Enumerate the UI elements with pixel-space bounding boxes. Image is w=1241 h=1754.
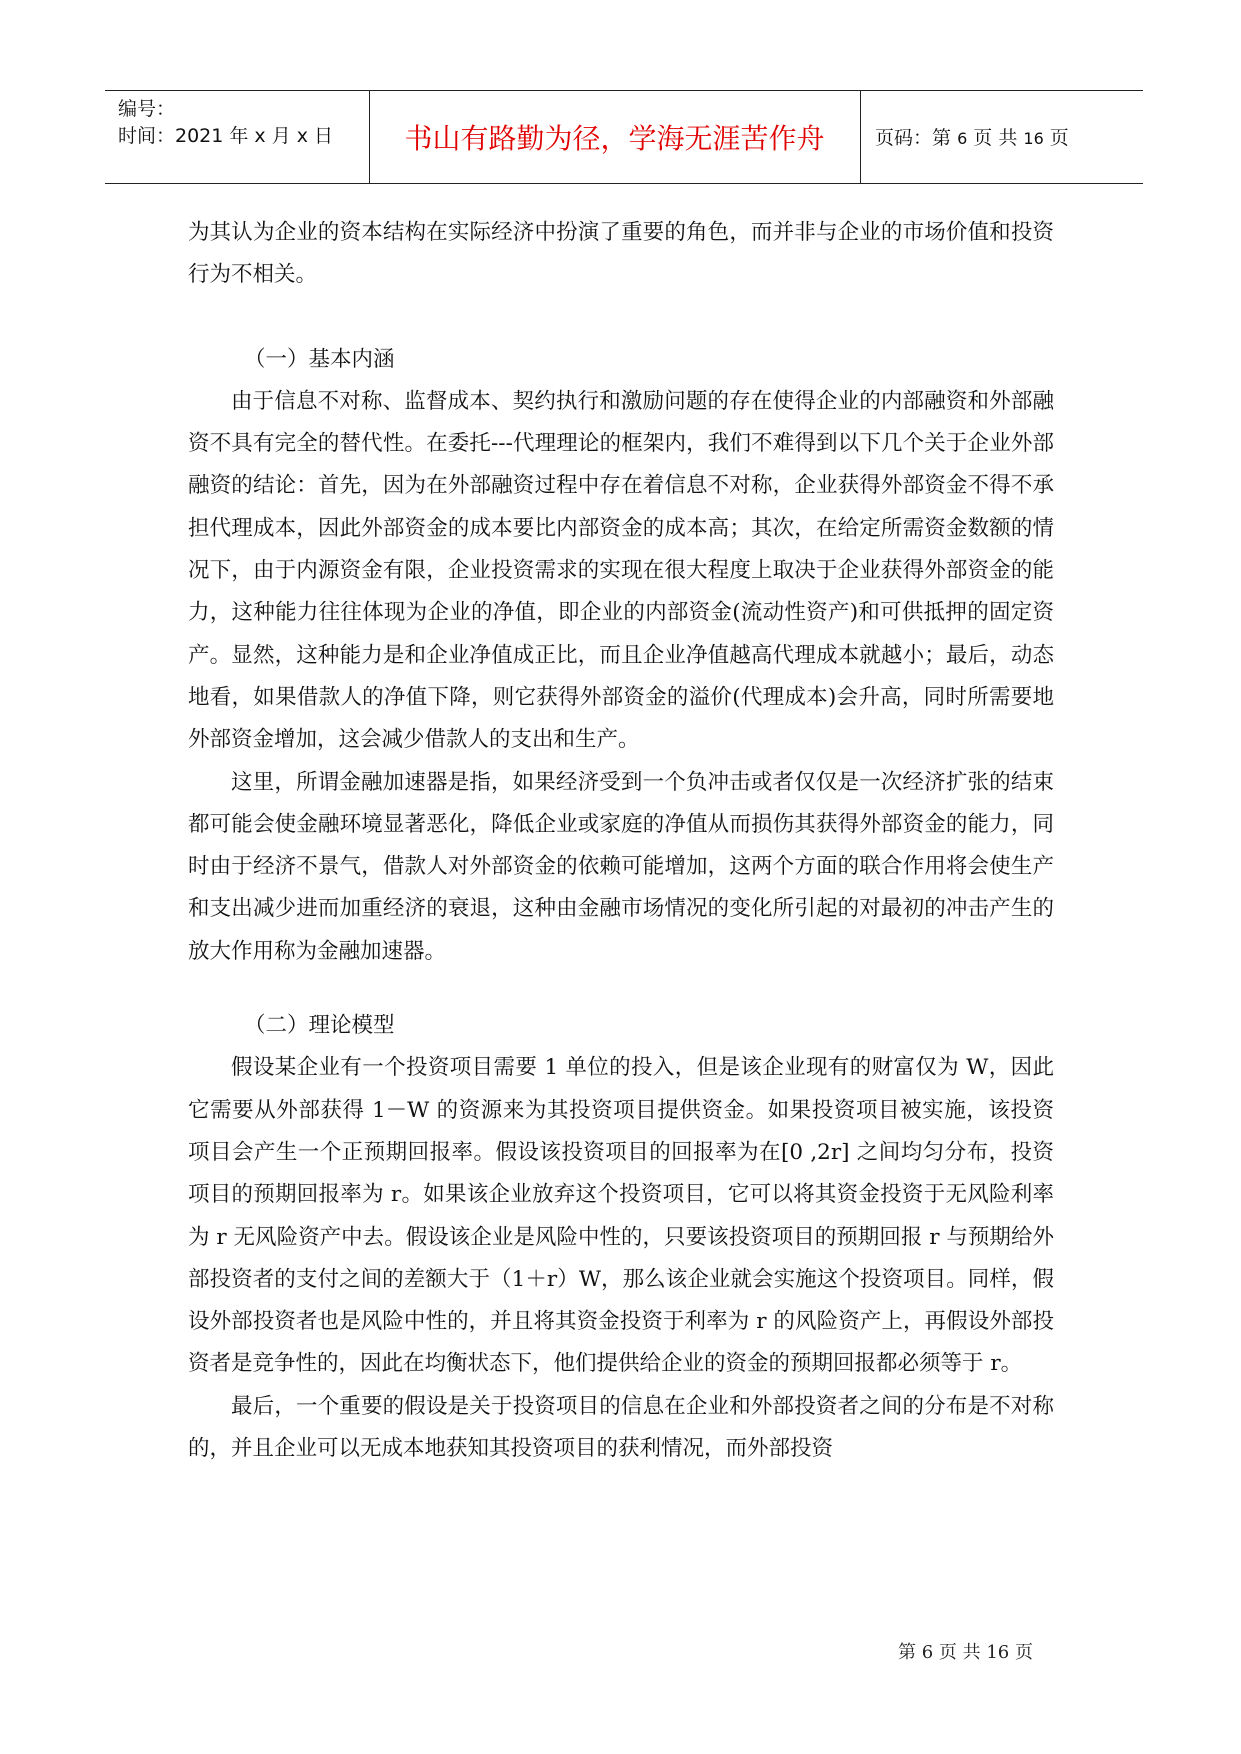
paragraph-financing-conclusions: 由于信息不对称、监督成本、契约执行和激励问题的存在使得企业的内部融资和外部融资不具有完全的替代性。在委托---代理理论的框架内，我们不难得到以下几个关于企业外部融资的结论：首先，因为在外部融资过程中存在着信息不对称，企业获得外部资金不得不承担代理成本，因此外部资金的成本要比内部资金的成本高；其次，在给定所需资金数额的情况下，由于内源资金有限，企业投资需求的实现在很大程度上取决于企业获得外部资金的能力，这种能力往往体现为企业的净值，即企业的内部资金(流动性资产)和可供抵押的固定资产。显然，这种能力是和企业净值成正比，而且企业净值越高代理成本就越小；最后，动态地看，如果借款人的净值下降，则它获得外部资金的溢价(代理成本)会升高，同时所需要地外部资金增加，这会减少借款人的支出和生产。 [188,388,1054,753]
page-suffix: 页 [1049,127,1069,149]
spacer [188,973,1054,1005]
paragraph-information-asymmetry: 最后，一个重要的假设是关于投资项目的信息在企业和外部投资者之间的分布是不对称的，并且企业可以无成本地获知其投资项目的获利情况，而外部投资 [188,1393,1054,1462]
header-page-info [875,123,1069,150]
document-number-label: 编号： [118,98,176,120]
header-motto: 书山有路勤为径，学海无涯苦作舟 [404,122,825,155]
document-time-label: 时间：2021 年 x 月 x 日 [118,125,334,147]
header-motto-cell [369,91,861,183]
page-prefix: 页码：第 [875,127,952,149]
paragraph-model-assumptions: 假设某企业有一个投资项目需要 1 单位的投入，但是该企业现有的财富仅为 W，因此它需要从外部获得 1－W 的资源来为其投资项目提供资金。如果投资项目被实施，该投资项目会产生一个正预期回报率。假设该投资项目的回报率为在[0 ,2r] 之间均匀分布，投资项目的预期回报率为 r。如果该企业放弃这个投资项目，它可以将其资金投资于无风险利率为 r 无风险资产中去。假设该企业是风险中性的，只要该投资项目的预期回报 r 与预期给外部投资者的支付之间的差额大于（1＋r）W，那么该企业就会实施这个投资项目。同样，假设外部投资者也是风险中性的，并且将其资金投资于利率为 r 的风险资产上，再假设外部投资者是竞争性的，因此在均衡状态下，他们提供给企业的资金的预期回报都必须等于 r。 [188,1055,1054,1377]
document-body [188,212,1054,1470]
header-info-cell [105,91,370,183]
page-mid: 页 共 [973,127,1018,149]
section-heading-theoretical-model: （二）理论模型 [244,1013,395,1039]
paragraph-continuation: 为其认为企业的资本结构在实际经济中扮演了重要的角色，而并非与企业的市场价值和投资行为不相关。 [188,220,1054,288]
section-heading-basic-meaning: （一）基本内涵 [244,346,395,372]
paragraph-financial-accelerator: 这里，所谓金融加速器是指，如果经济受到一个负冲击或者仅仅是一次经济扩张的结束都可能会使金融环境显著恶化，降低企业或家庭的净值从而损伤其获得外部资金的能力，同时由于经济不景气，借款人对外部资金的依赖可能增加，这两个方面的联合作用将会使生产和支出减少进而加重经济的衰退，这种由金融市场情况的变化所引起的对最初的冲击产生的放大作用称为金融加速器。 [188,769,1054,964]
page-header [105,90,1143,184]
spacer [188,297,1054,339]
page-current-number: 6 [957,129,968,148]
header-page-cell [860,91,1143,183]
page-footer: 第 6 页 共 16 页 [898,1642,1033,1663]
page-total-number: 16 [1023,129,1044,148]
